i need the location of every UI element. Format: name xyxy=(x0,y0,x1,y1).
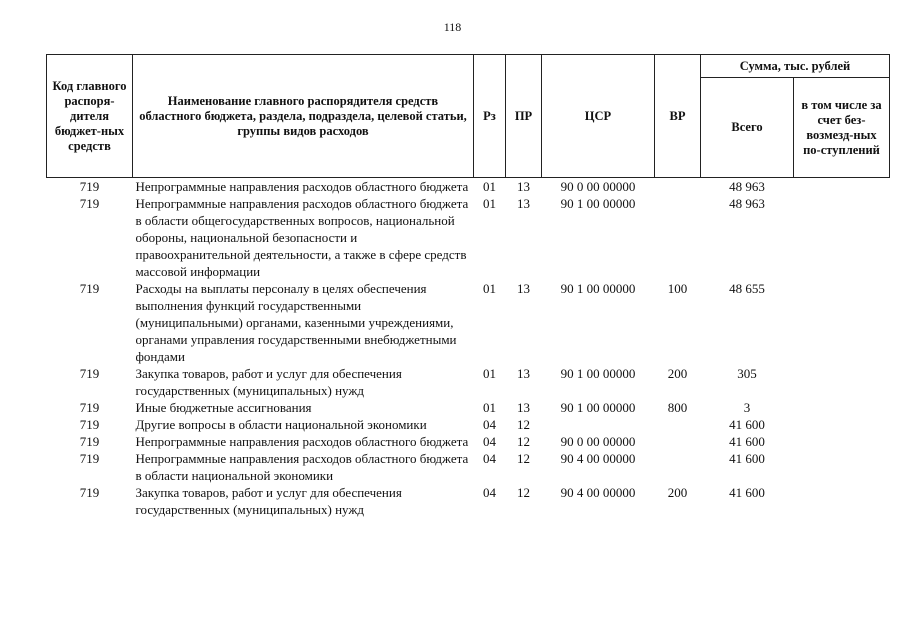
cell-total: 41 600 xyxy=(729,417,765,432)
cell-free xyxy=(794,433,890,450)
cell-total: 3 xyxy=(743,400,751,415)
cell-csr: 90 1 00 00000 xyxy=(560,366,636,381)
cell-rz: 01 xyxy=(483,281,496,296)
cell-free xyxy=(794,399,890,416)
cell-csr: 90 4 00 00000 xyxy=(560,451,636,466)
cell-code: 719 xyxy=(79,400,100,415)
cell-csr: 90 1 00 00000 xyxy=(560,196,636,211)
header-rz: Рз xyxy=(474,55,506,178)
cell-rz: 01 xyxy=(483,179,496,194)
cell-rz: 01 xyxy=(483,400,496,415)
table-row xyxy=(47,484,890,518)
cell-csr: 90 1 00 00000 xyxy=(560,281,636,296)
cell-total: 48 655 xyxy=(729,281,765,296)
cell-code: 719 xyxy=(79,485,100,500)
cell-free xyxy=(794,416,890,433)
cell-name: Непрограммные направления расходов областного бюджета в области национальной экономики xyxy=(135,451,469,483)
cell-vr xyxy=(655,195,701,280)
cell-vr: 200 xyxy=(667,366,688,381)
cell-free xyxy=(794,280,890,365)
cell-csr: 90 0 00 00000 xyxy=(560,434,636,449)
table-row xyxy=(47,399,890,416)
cell-total: 48 963 xyxy=(729,179,765,194)
cell-name: Расходы на выплаты персоналу в целях обеспечения выполнения функций государственными (муниципальными) органами, казенными учреждениями, органами управления государственными внебюджетными фондами xyxy=(135,281,457,364)
header-vr: ВР xyxy=(655,55,701,178)
budget-table xyxy=(46,54,890,518)
cell-free xyxy=(794,365,890,399)
header-code: Код главного распоря-дителя бюджет-ных средств xyxy=(47,55,133,178)
cell-total: 305 xyxy=(737,366,757,381)
cell-pr: 12 xyxy=(517,451,530,466)
cell-total: 41 600 xyxy=(729,451,765,466)
table-row xyxy=(47,280,890,365)
cell-code: 719 xyxy=(79,179,100,194)
cell-name: Закупка товаров, работ и услуг для обеспечения государственных (муниципальных) нужд xyxy=(135,366,402,398)
header-total: Всего xyxy=(701,78,794,178)
cell-free xyxy=(794,450,890,484)
cell-pr: 13 xyxy=(517,179,530,194)
cell-rz: 01 xyxy=(483,196,496,211)
cell-code: 719 xyxy=(79,451,100,466)
cell-name: Закупка товаров, работ и услуг для обеспечения государственных (муниципальных) нужд xyxy=(135,485,402,517)
cell-pr: 13 xyxy=(517,281,530,296)
cell-rz: 04 xyxy=(483,451,496,466)
cell-code: 719 xyxy=(79,196,100,211)
cell-vr xyxy=(655,178,701,196)
table-row xyxy=(47,195,890,280)
cell-rz: 04 xyxy=(483,485,496,500)
table-row xyxy=(47,365,890,399)
cell-code: 719 xyxy=(79,417,100,432)
cell-pr: 13 xyxy=(517,366,530,381)
cell-free xyxy=(794,195,890,280)
cell-vr xyxy=(655,450,701,484)
cell-csr xyxy=(542,416,655,433)
cell-vr: 800 xyxy=(667,400,688,415)
cell-vr: 100 xyxy=(667,281,688,296)
cell-vr xyxy=(655,433,701,450)
header-free: в том числе за счет без-возмезд-ных по-ступлений xyxy=(794,78,890,178)
cell-pr: 12 xyxy=(517,485,530,500)
cell-total: 41 600 xyxy=(729,434,765,449)
cell-pr: 12 xyxy=(517,417,530,432)
page-number: 118 xyxy=(443,20,462,34)
cell-rz: 04 xyxy=(483,434,496,449)
cell-free xyxy=(794,484,890,518)
cell-code: 719 xyxy=(79,434,100,449)
table-row xyxy=(47,416,890,433)
cell-name: Непрограммные направления расходов областного бюджета xyxy=(135,434,469,449)
cell-csr: 90 4 00 00000 xyxy=(560,485,636,500)
header-name: Наименование главного распорядителя средств областного бюджета, раздела, подраздела, целевой статьи, группы видов расходов xyxy=(133,55,474,178)
cell-name: Непрограммные направления расходов областного бюджета xyxy=(135,179,469,194)
cell-total: 41 600 xyxy=(729,485,765,500)
cell-code: 719 xyxy=(79,366,100,381)
cell-pr: 12 xyxy=(517,434,530,449)
table-header xyxy=(47,55,890,178)
header-csr: ЦСР xyxy=(542,55,655,178)
cell-pr: 13 xyxy=(517,400,530,415)
cell-total: 48 963 xyxy=(729,196,765,211)
table-row xyxy=(47,450,890,484)
table-row xyxy=(47,178,890,196)
cell-rz: 01 xyxy=(483,366,496,381)
table-body xyxy=(47,178,890,519)
cell-free xyxy=(794,178,890,196)
cell-csr: 90 1 00 00000 xyxy=(560,400,636,415)
cell-vr xyxy=(655,416,701,433)
cell-name: Другие вопросы в области национальной экономики xyxy=(135,417,427,432)
cell-csr: 90 0 00 00000 xyxy=(560,179,636,194)
cell-name: Непрограммные направления расходов областного бюджета в области общегосударственных вопросов, национальной обороны, национальной безопасности и правоохранительной деятельности, а также в сфере средств массовой информации xyxy=(135,196,469,279)
header-sum-group: Сумма, тыс. рублей xyxy=(701,55,890,78)
cell-pr: 13 xyxy=(517,196,530,211)
cell-vr: 200 xyxy=(667,485,688,500)
cell-code: 719 xyxy=(79,281,100,296)
table-row xyxy=(47,433,890,450)
header-pr: ПР xyxy=(506,55,542,178)
cell-rz: 04 xyxy=(483,417,496,432)
cell-name: Иные бюджетные ассигнования xyxy=(135,400,312,415)
